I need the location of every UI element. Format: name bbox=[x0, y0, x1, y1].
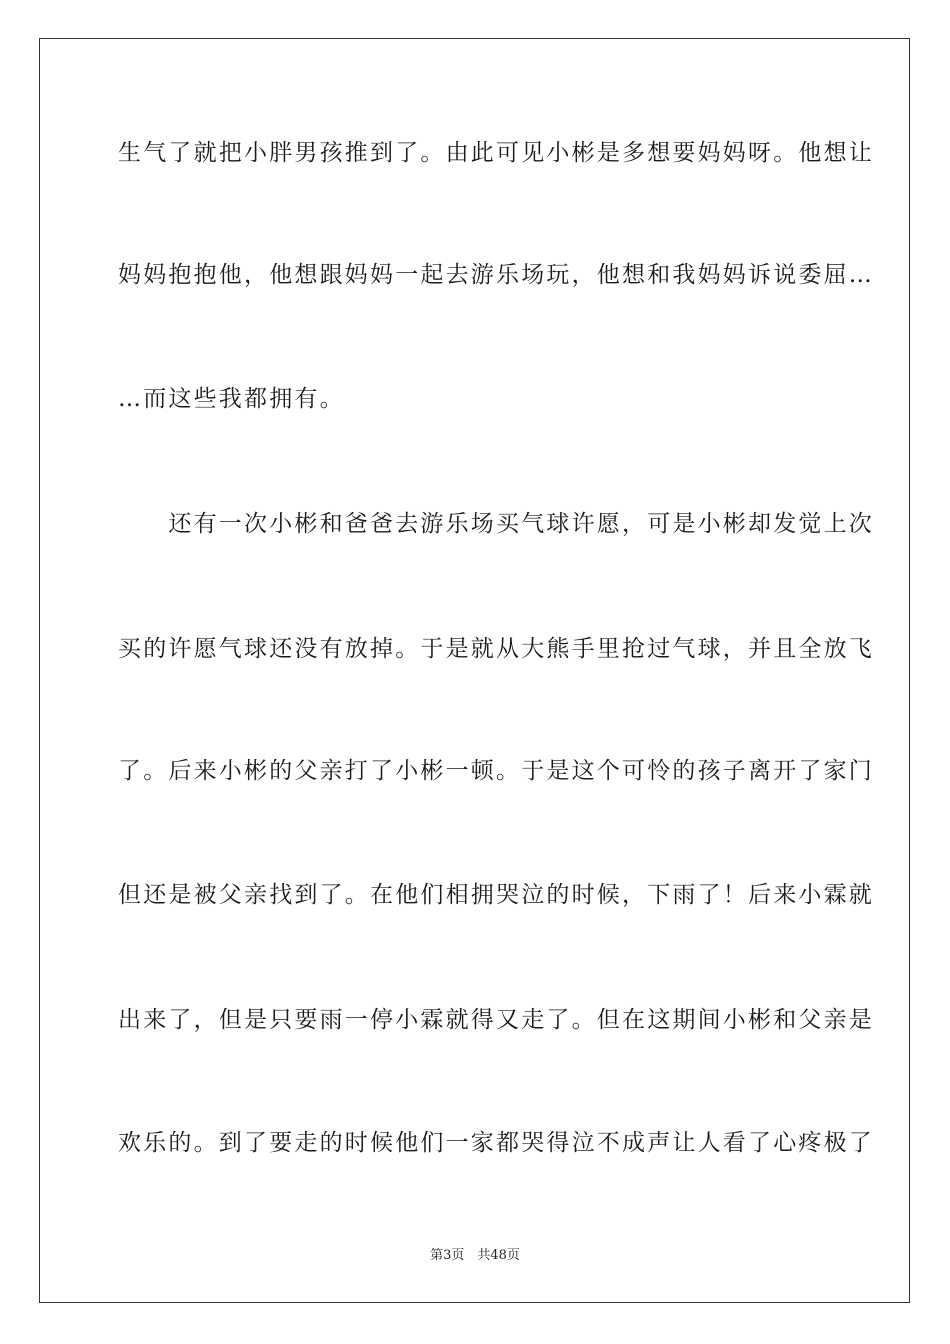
text-line: 欢乐的。到了要走的时候他们一家都哭得泣不成声让人看了心疼极了 bbox=[118, 1130, 874, 1156]
text-line: 还有一次小彬和爸爸去游乐场买气球许愿，可是小彬却发觉上次 bbox=[118, 511, 874, 537]
text-line: 了。后来小彬的父亲打了小彬一顿。于是这个可怜的孩子离开了家门 bbox=[118, 758, 874, 784]
text-line: 买的许愿气球还没有放掉。于是就从大熊手里抢过气球，并且全放飞 bbox=[118, 636, 874, 662]
text-line: 出来了，但是只要雨一停小霖就得又走了。但在这期间小彬和父亲是 bbox=[118, 1007, 874, 1033]
text-line: 生气了就把小胖男孩推到了。由此可见小彬是多想要妈妈呀。他想让 bbox=[118, 140, 874, 166]
page-number-footer: 第3页 共48页 bbox=[430, 1248, 520, 1263]
text-line: 但还是被父亲找到了。在他们相拥哭泣的时候，下雨了！后来小霖就 bbox=[118, 882, 874, 908]
text-line: …而这些我都拥有。 bbox=[118, 386, 345, 412]
page-border bbox=[39, 38, 910, 1303]
text-line: 妈妈抱抱他，他想跟妈妈一起去游乐场玩，他想和我妈妈诉说委屈… bbox=[118, 262, 874, 288]
